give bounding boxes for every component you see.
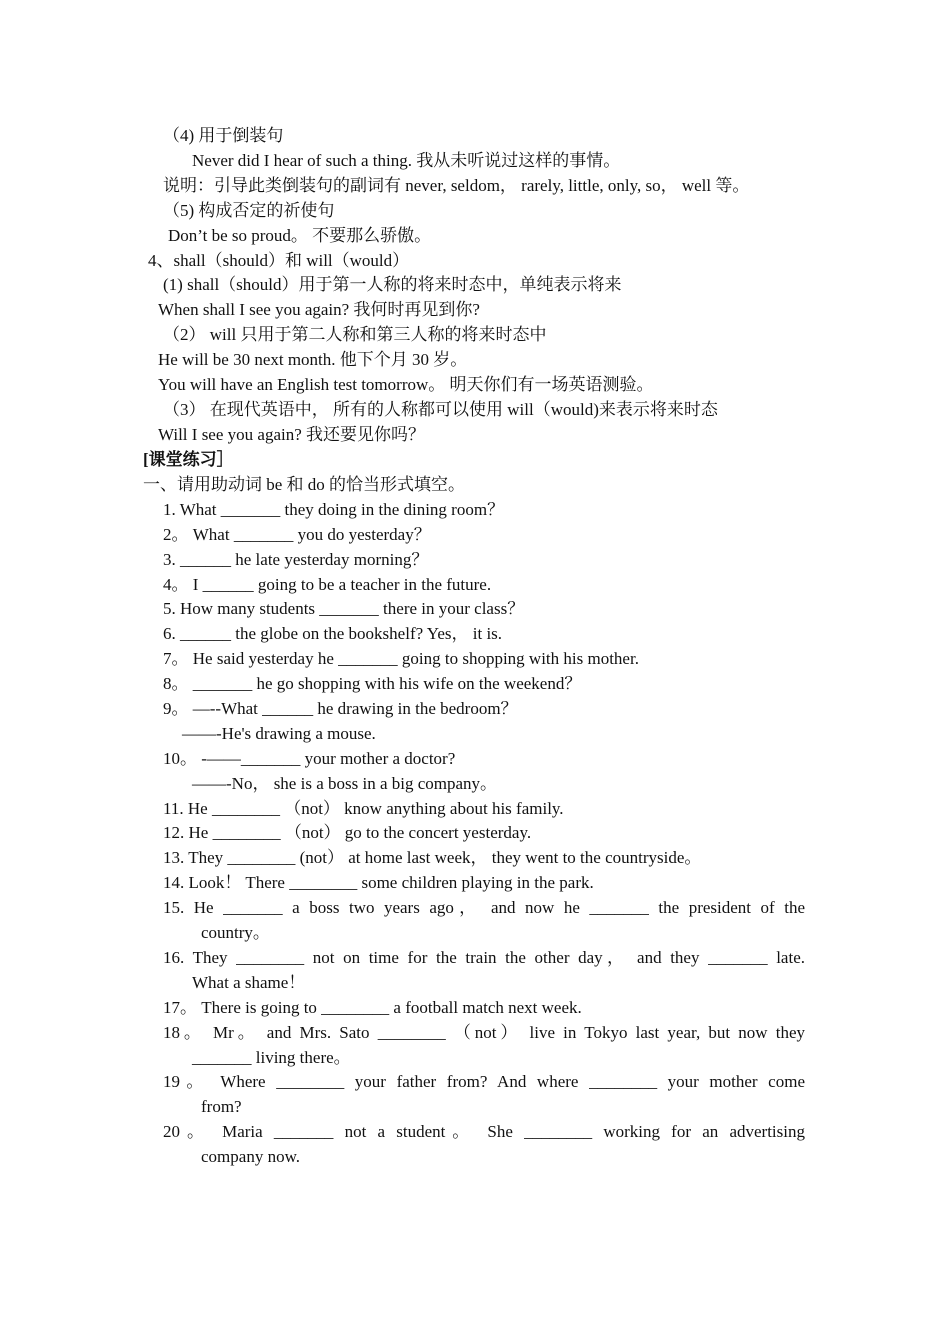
exercise-item: 19。 Where ________ your father from? And where ________ your mother come xyxy=(163,1072,805,1091)
exercise-item: 15. He _______ a boss two years ago， and now he _______ the president of the xyxy=(163,898,805,917)
shall-will-heading: 4、shall（should）和 will（would） xyxy=(148,251,410,270)
exercise-item: 5. How many students _______ there in your class？ xyxy=(163,599,525,618)
will-rule: （2） will 只用于第二人称和第三人称的将来时态中 xyxy=(163,325,547,344)
exercise-item: 17。 There is going to ________ a football match next week. xyxy=(163,998,582,1017)
exercise-item: 8。 _______ he go shopping with his wife on the weekend？ xyxy=(163,674,582,693)
exercise-item: 9。 —--What ______ he drawing in the bedroom？ xyxy=(163,699,518,718)
exercise-item: 18。 Mr。 and Mrs. Sato ________ （not） live in Tokyo last year, but now they xyxy=(163,1023,805,1042)
exercise-item: 3. ______ he late yesterday morning？ xyxy=(163,550,429,569)
exercise-item: 1. What _______ they doing in the dining room？ xyxy=(163,500,505,519)
exercise-item: 14. Look！ There ________ some children playing in the park. xyxy=(163,873,594,892)
imperative-heading: （5) 构成否定的祈使句 xyxy=(163,201,335,220)
exercise-item: 7。 He said yesterday he _______ going to shopping with his mother. xyxy=(163,649,639,668)
exercise-item-continuation: country。 xyxy=(201,923,270,942)
exercise-item-continuation: ——-No， she is a boss in a big company。 xyxy=(192,774,498,793)
imperative-example: Don’t be so proud。 不要那么骄傲。 xyxy=(168,226,432,245)
shall-example: When shall I see you again? 我何时再见到你? xyxy=(158,300,480,319)
inversion-heading: （4) 用于倒装句 xyxy=(163,126,284,145)
exercise-item: 16. They ________ not on time for the train the other day， and they _______ late. xyxy=(163,948,805,967)
exercise-item-continuation: What a shame！ xyxy=(192,973,306,992)
inversion-example: Never did I hear of such a thing. 我从未听说过这样的事情。 xyxy=(192,151,621,170)
modern-rule: （3） 在现代英语中， 所有的人称都可以使用 will（would)来表示将来时态 xyxy=(163,400,718,419)
exercise-item: 12. He ________ （not） go to the concert yesterday. xyxy=(163,823,532,842)
exercise-item: 13. They ________ (not） at home last week， they went to the countryside。 xyxy=(163,848,702,867)
exercise-item-continuation: ——-He's drawing a mouse. xyxy=(182,724,376,743)
exercise-item-continuation: company now. xyxy=(201,1147,300,1166)
exercise-item: 4。 I ______ going to be a teacher in the future. xyxy=(163,575,492,594)
exercise-item: 2。 What _______ you do yesterday？ xyxy=(163,525,431,544)
exercise-item: 6. ______ the globe on the bookshelf? Yes， it is. xyxy=(163,624,503,643)
exercise-instruction: 一、请用助动词 be 和 do 的恰当形式填空。 xyxy=(143,475,466,494)
shall-rule: (1) shall（should）用于第一人称的将来时态中，单纯表示将来 xyxy=(163,275,622,294)
will-example-1: He will be 30 next month. 他下个月 30 岁。 xyxy=(158,350,468,369)
exercise-item: 10。 -——_______ your mother a doctor? xyxy=(163,749,456,768)
modern-example: Will I see you again? 我还要见你吗？ xyxy=(158,425,426,444)
will-example-2: You will have an English test tomorrow。 明天你们有一场英语测验。 xyxy=(158,375,654,394)
exercise-item-continuation: from? xyxy=(201,1097,242,1116)
exercise-item-continuation: _______ living there。 xyxy=(192,1048,351,1067)
exercise-item: 11. He ________ （not） know anything about his family. xyxy=(163,799,564,818)
exercise-item: 20。 Maria _______ not a student。 She ________ working for an advertising xyxy=(163,1122,805,1141)
inversion-note: 说明：引导此类倒装句的副词有 never, seldom， rarely, little, only, so， well 等。 xyxy=(163,176,750,195)
exercise-section-title: [课堂练习］ xyxy=(143,450,234,469)
